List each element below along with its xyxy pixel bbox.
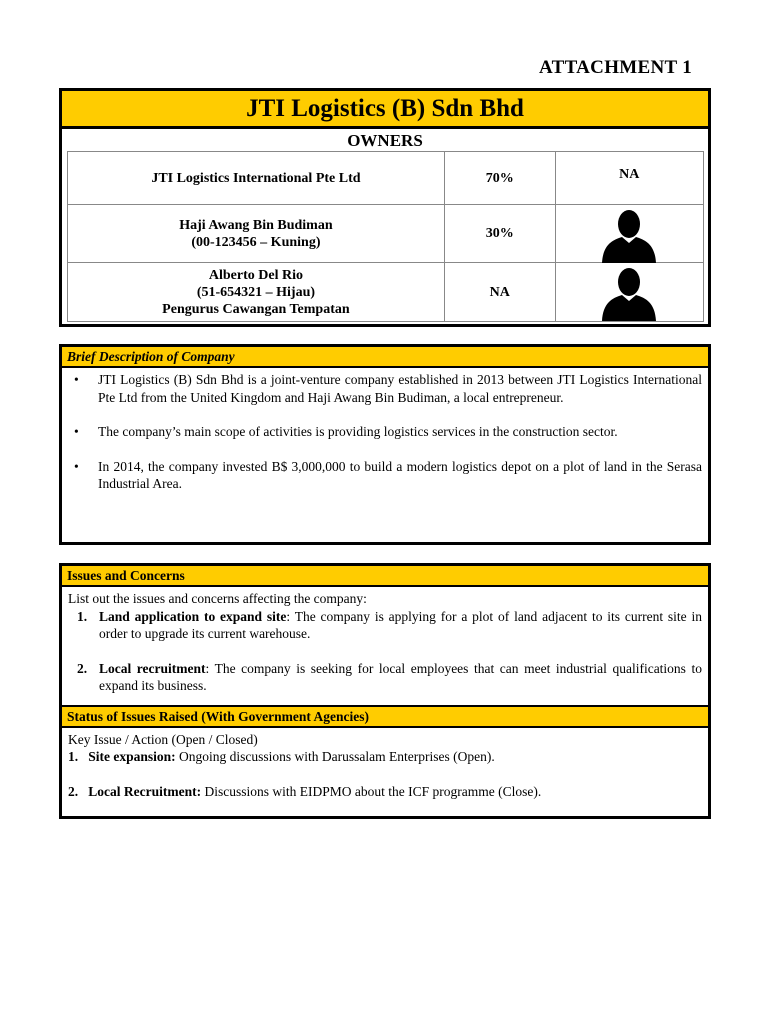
list-item: [68, 783, 702, 801]
item-number: 1.: [68, 749, 79, 764]
status-intro: Key Issue / Action (Open / Closed): [68, 731, 258, 747]
person-silhouette-icon: [600, 207, 658, 263]
owner-name: Haji Awang Bin Budiman: [179, 217, 333, 233]
issues-body: [62, 587, 708, 695]
issues-box: [59, 563, 711, 819]
issues-list: [68, 608, 702, 695]
item-number: 2.: [77, 660, 88, 676]
issue-text: : The company is seeking for local employees that can meet industrial qualifications to expand its business.: [99, 660, 703, 693]
table-row: [68, 205, 704, 263]
issues-intro: List out the issues and concerns affecting the company:: [68, 591, 367, 606]
list-item: [68, 748, 702, 766]
list-item: [68, 660, 702, 695]
owner-role: Pengurus Cawangan Tempatan: [162, 301, 350, 317]
list-item: • JTI Logistics (B) Sdn Bhd is a joint-venture company established in 2013 between JTI Logistics International Pte Ltd from the United Kingdom and Haji Awang Bin Budiman, a local entrepreneur.: [62, 371, 702, 406]
status-body: [62, 728, 708, 801]
owner-name: JTI Logistics International Pte Ltd: [151, 170, 361, 186]
issues-heading: Issues and Concerns: [62, 566, 708, 587]
description-list: [62, 371, 708, 493]
item-number: 2.: [68, 783, 79, 799]
list-item: • The company’s main scope of activities is providing logistics services in the construction sector.: [62, 423, 702, 441]
status-title: Local Recruitment:: [88, 783, 202, 799]
owner-photo-cell: [555, 205, 703, 263]
company-name: JTI Logistics (B) Sdn Bhd: [62, 91, 708, 129]
table-row: [68, 263, 704, 322]
owner-share: 70%: [444, 152, 555, 205]
owners-table: [67, 151, 704, 322]
status-heading: Status of Issues Raised (With Government Agencies): [62, 705, 708, 728]
issue-title: Land application to expand site: [99, 608, 287, 624]
issue-title: Local recruitment: [99, 660, 206, 676]
status-text: Discussions with EIDPMO about the ICF programme (Close).: [201, 783, 542, 799]
owner-name-cell: [68, 205, 445, 263]
owner-share: NA: [444, 263, 555, 322]
attachment-label: ATTACHMENT 1: [539, 57, 692, 78]
owner-name-cell: [68, 263, 445, 322]
owner-photo-cell: [555, 263, 703, 322]
list-item: [68, 608, 702, 643]
owner-name-cell: [68, 152, 445, 205]
owner-name: Alberto Del Rio: [208, 267, 303, 283]
owner-photo-cell: [555, 152, 703, 205]
description-heading: Brief Description of Company: [62, 347, 708, 368]
status-list: [68, 748, 702, 800]
table-row: [68, 152, 704, 205]
company-owners-box: [59, 88, 711, 327]
status-title: Site expansion:: [88, 749, 176, 764]
company-description-box: [59, 344, 711, 545]
owners-heading: OWNERS: [347, 131, 423, 150]
owner-share: 30%: [444, 205, 555, 263]
issue-text: : The company is applying for a plot of land adjacent to its current site in order to upgrade its current warehouse.: [99, 608, 702, 641]
owner-id: (00-123456 – Kuning): [191, 234, 321, 250]
list-item: • In 2014, the company invested B$ 3,000,000 to build a modern logistics depot on a plot of land in the Serasa Industrial Area.: [62, 458, 702, 493]
owner-id: (51-654321 – Hijau): [196, 284, 316, 300]
status-text: Ongoing discussions with Darussalam Enterprises (Open).: [175, 749, 495, 764]
owner-photo-na: NA: [619, 167, 640, 182]
item-number: 1.: [77, 608, 88, 624]
person-silhouette-icon: [600, 265, 658, 321]
